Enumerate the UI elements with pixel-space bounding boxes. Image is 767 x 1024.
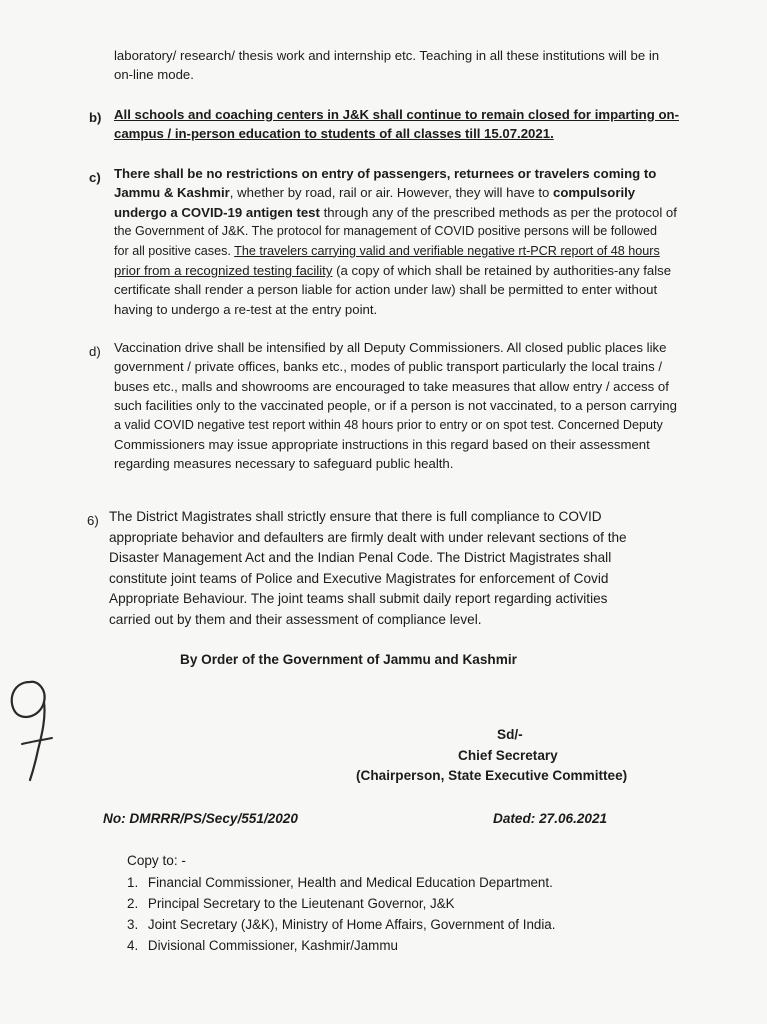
para-b-label: b) [89, 110, 102, 125]
para-d-line-2: government / private offices, banks etc., modes of public transport particularly the local trains / [114, 359, 663, 375]
para-c-line-5 [114, 242, 748, 261]
para-a-tail [114, 46, 744, 85]
copy-to-item-number: 4. [127, 938, 139, 953]
para-b-line-1: All schools and coaching centers in J&K shall continue to remain closed for imparting on- [114, 107, 679, 122]
copy-to-item [127, 896, 455, 911]
para-6-line-3: Disaster Management Act and the Indian Penal Code. The District Magistrates shall [109, 550, 612, 566]
para-d-line-4: such facilities only to the vaccinated people, or if a person is not vaccinated, to a person carrying [114, 398, 677, 414]
para-6-line-1: The District Magistrates shall strictly ensure that there is full compliance to COVID [109, 509, 602, 524]
copy-to-item-number: 1. [127, 875, 139, 890]
para-c-text [114, 164, 748, 319]
copy-to-item-text: Divisional Commissioner, Kashmir/Jammu [147, 938, 398, 953]
para-d-label: d) [89, 344, 101, 359]
para-c-line-8: having to undergo a re-test at the entry point. [114, 301, 378, 317]
para-b-text [114, 105, 746, 144]
para-6-text [109, 507, 709, 631]
para-c-l6b: (a copy of which shall be retained by authorities-any false [332, 263, 672, 279]
para-6-line-5: Appropriate Behaviour. The joint teams shall submit daily report regarding activities [109, 591, 608, 607]
handwritten-mark [2, 676, 62, 786]
para-c-l6a: prior from a recognized testing facility [114, 263, 333, 279]
signature-title: Chief Secretary [458, 748, 558, 763]
para-d-line-5: a valid COVID negative test report within 48 hours prior to entry or on spot test. Concerned Deputy [114, 417, 663, 432]
para-a-line-2: on-line mode. [114, 67, 194, 83]
para-c-compulsorily: compulsorily [553, 185, 636, 201]
copy-to-item-text: Principal Secretary to the Lieutenant Governor, J&K [147, 896, 455, 911]
para-c-line-3 [114, 203, 748, 222]
para-c-l5a: for all positive cases. [114, 243, 235, 258]
copy-to-item [127, 875, 553, 890]
para-6-label: 6) [87, 513, 99, 528]
para-b-line-2: campus / in-person education to students of all classes till 15.07.2021. [114, 126, 554, 142]
para-d-text [114, 338, 752, 474]
para-c-line-1: There shall be no restrictions on entry of passengers, returnees or travelers coming to [114, 166, 657, 181]
copy-to-item-text: Joint Secretary (J&K), Ministry of Home Affairs, Government of India. [147, 917, 556, 932]
para-c-line-6 [114, 261, 748, 280]
signature-sd: Sd/- [497, 727, 523, 742]
reference-date: Dated: 27.06.2021 [493, 811, 608, 826]
copy-to-item-number: 2. [127, 896, 139, 911]
copy-to-item-number: 3. [127, 917, 139, 932]
para-6-line-6: carried out by them and their assessment of compliance level. [109, 611, 482, 627]
copy-to-heading: Copy to: - [127, 853, 186, 868]
order-line: By Order of the Government of Jammu and Kashmir [180, 652, 517, 667]
copy-to-item [127, 938, 398, 953]
para-d-line-1: Vaccination drive shall be intensified by all Deputy Commissioners. All closed public places like [114, 340, 667, 355]
para-c-antigen: undergo a COVID-19 antigen test [114, 204, 320, 220]
copy-to-item-text: Financial Commissioner, Health and Medical Education Department. [147, 875, 553, 890]
para-d-line-6: Commissioners may issue appropriate instructions in this regard based on their assessment [114, 437, 650, 453]
signature-role: (Chairperson, State Executive Committee) [356, 768, 628, 783]
para-d-line-3: buses etc., malls and showrooms are encouraged to take measures that allow entry / access of [114, 378, 669, 394]
para-c-l3b: through any of the prescribed methods as per the protocol of [319, 204, 677, 220]
reference-number: No: DMRRR/PS/Secy/551/2020 [103, 811, 298, 826]
para-a-line-1: laboratory/ research/ thesis work and internship etc. Teaching in all these institutions will be in [114, 48, 660, 63]
copy-to-item [127, 917, 555, 932]
para-c-l5b: The travelers carrying valid and verifiable negative rt-PCR report of 48 hours [234, 243, 660, 258]
para-c-line-4: the Government of J&K. The protocol for management of COVID positive persons will be followed [114, 224, 657, 239]
para-d-line-7: regarding measures necessary to safeguard public health. [114, 456, 454, 472]
para-c-jk: Jammu & Kashmir [114, 185, 230, 201]
para-6-line-4: constitute joint teams of Police and Executive Magistrates for enforcement of Covid [109, 570, 609, 586]
para-c-line-7: certificate shall render a person liable for action under law) shall be permitted to enter without [114, 282, 658, 298]
para-c-l2b: , whether by road, rail or air. However, they will have to [229, 185, 554, 201]
para-c-label: c) [89, 170, 101, 185]
para-6-line-2: appropriate behavior and defaulters are firmly dealt with under relevant sections of the [109, 529, 627, 545]
para-c-line-2 [114, 183, 748, 202]
